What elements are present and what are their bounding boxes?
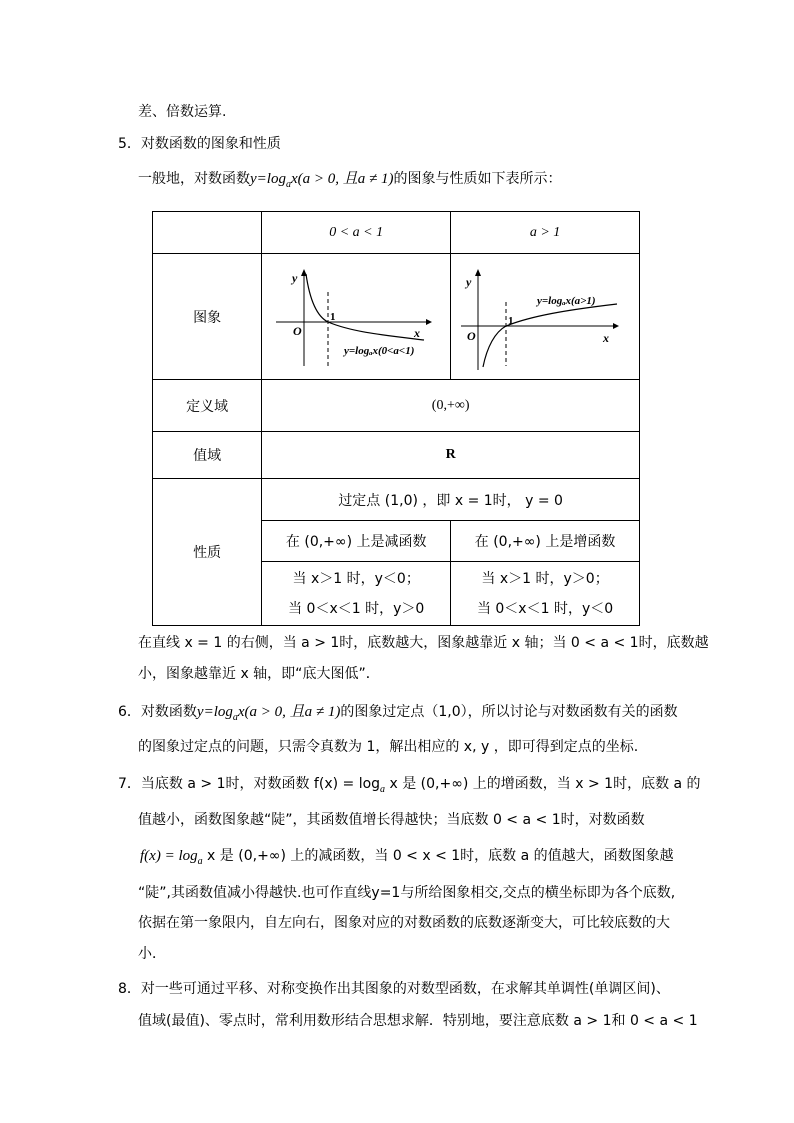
intro-condition: x(a > 0, 且a ≠ 1) <box>290 171 394 187</box>
properties-table <box>152 211 640 626</box>
intro-subscript: a <box>285 178 291 190</box>
range-value: R <box>262 432 640 479</box>
intro-formula: y=log <box>250 171 286 187</box>
item-8-line-1: 8．对一些可通过平移、对称变换作出其图象的对数型函数，在求解其单调性(单调区间)、 <box>118 981 670 997</box>
header-right: a > 1 <box>451 212 640 254</box>
graph-decreasing <box>262 262 432 372</box>
intro-text: 一般地，对数函数 <box>138 171 250 187</box>
sign-right <box>451 562 640 626</box>
graph-cell-right <box>451 254 640 380</box>
item-7-subscript: a <box>380 783 386 795</box>
table-corner <box>153 212 262 254</box>
header-left: 0 < a < 1 <box>262 212 451 254</box>
text-line: 小． <box>138 946 166 962</box>
graph-cell-left <box>262 254 451 380</box>
tick-one-label: 1 <box>330 310 336 323</box>
item-5-heading: 5．对数函数的图象和性质 <box>118 136 281 152</box>
item-7-formula: f(x) = log <box>140 848 198 864</box>
tick-one-label: 1 <box>508 314 514 327</box>
curve-label: y=logₐx(a>1) <box>537 294 596 307</box>
sign-left-line-1: 当 x＞1 时，y＜0； <box>292 570 420 587</box>
sign-left <box>262 562 451 626</box>
domain-value: (0,+∞) <box>262 380 640 432</box>
text-line: 依据在第一象限内，自左向右，图象对应的对数函数的底数逐渐变大，可比较底数的大 <box>138 915 670 931</box>
intro-line <box>138 169 561 195</box>
item-7-tail-2: x 是 (0,+∞) 上的减函数，当 0 < x < 1时，底数 a 的值越大，函数图象越 <box>202 848 674 864</box>
text-line: 在直线 x = 1 的右侧，当 a > 1时，底数越大，图象越靠近 x 轴；当 0 < a < 1时，底数越 <box>138 635 709 651</box>
sign-left-line-2: 当 0＜x＜1 时，y＞0 <box>288 600 425 617</box>
text-line: 的图象过定点的问题，只需令真数为 1，解出相应的 x, y ，即可得到定点的坐标. <box>138 739 639 755</box>
item-6-tail: 的图象过定点（1,0），所以讨论与对数函数有关的函数 <box>340 704 678 720</box>
row-label-domain: 定义域 <box>153 380 262 432</box>
graph-increasing <box>451 262 621 372</box>
row-label-graph: 图象 <box>153 254 262 380</box>
item-7-line-3 <box>140 846 674 872</box>
item-7-line-1 <box>118 774 701 800</box>
fixed-point: 过定点 (1,0) ，即 x = 1时， y = 0 <box>262 479 640 521</box>
axis-x-label: x <box>414 325 421 340</box>
item-7-subscript-2: a <box>197 855 203 867</box>
curve-label: y=logₐx(0<a<1) <box>344 344 415 357</box>
row-label-range: 值域 <box>153 432 262 479</box>
origin-label: O <box>467 328 476 343</box>
row-label-properties: 性质 <box>153 479 262 626</box>
item-7-lead: 7．当底数 a > 1时，对数函数 f(x) = log <box>118 776 381 792</box>
text-line: “陡”,其函数值减小得越快.也可作直线y=1与所给图象相交,交点的横坐标即为各个底数, <box>138 885 676 901</box>
origin-label: O <box>293 323 302 338</box>
monotonic-left: 在 (0,+∞) 上是减函数 <box>262 521 451 562</box>
item-7-tail: x 是 (0,+∞) 上的增函数，当 x > 1时，底数 a 的 <box>385 776 701 792</box>
axis-y-label: y <box>466 274 472 289</box>
sign-right-line-1: 当 x＞1 时，y＞0； <box>481 570 609 587</box>
monotonic-right: 在 (0,+∞) 上是增函数 <box>451 521 640 562</box>
axis-x-label: x <box>603 330 610 345</box>
item-6-condition: x(a > 0, 且a ≠ 1) <box>237 704 341 720</box>
intro-tail: 的图象与性质如下表所示： <box>393 171 562 187</box>
item-6-lead: 6．对数函数 <box>118 704 197 720</box>
text-line: 值域(最值)、零点时，常利用数形结合思想求解．特别地，要注意底数 a > 1和 0 < a < 1 <box>138 1013 698 1029</box>
item-6-formula: y=log <box>196 704 233 720</box>
text-line: 差、倍数运算. <box>138 104 227 120</box>
axis-y-label: y <box>292 270 298 285</box>
text-line: 小，图象越靠近 x 轴，即“底大图低”． <box>138 666 380 682</box>
text-line: 值越小，函数图象越“陡”，其函数值增长得越快；当底数 0 < a < 1时，对数函数 <box>138 812 645 828</box>
item-6-line-1 <box>118 702 678 728</box>
sign-right-line-2: 当 0＜x＜1 时，y＜0 <box>476 600 614 617</box>
item-6-subscript: a <box>232 711 238 723</box>
